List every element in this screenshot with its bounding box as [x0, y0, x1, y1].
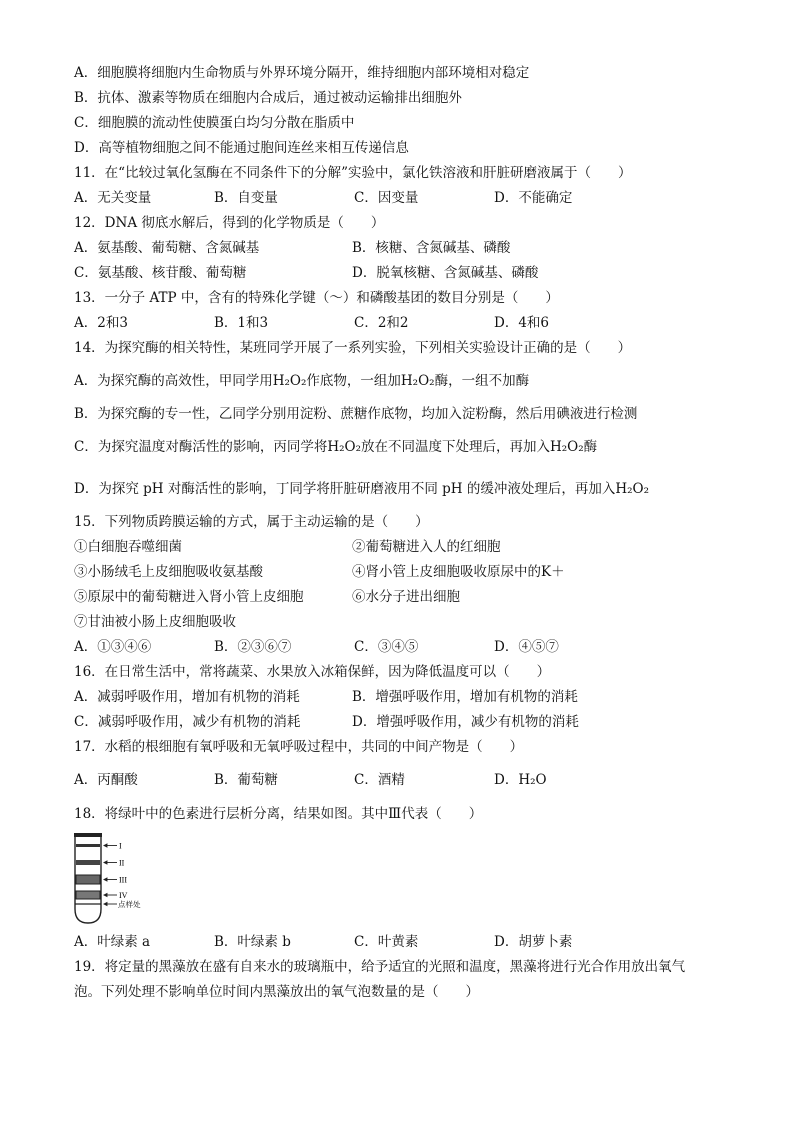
q13-option-d: D．4和6: [494, 315, 550, 331]
q16-options-row1: [74, 688, 734, 706]
q16-option-d: D．增强呼吸作用，减少有机物的消耗: [352, 714, 579, 730]
q15-item-3: ③小肠绒毛上皮细胞吸收氨基酸: [74, 564, 263, 580]
band-3: [76, 875, 100, 884]
q16-option-c: C．减弱呼吸作用，减少有机物的消耗: [74, 714, 301, 730]
q18-option-a: A．叶绿素 a: [74, 934, 151, 950]
chromatography-figure: [74, 833, 160, 925]
q12-stem: 12．DNA 彻底水解后，得到的化学物质是（ ）: [74, 215, 385, 231]
q18-options: [74, 933, 734, 951]
q10-option-b: B．抗体、激素等物质在细胞内合成后，通过被动运输排出细胞外: [74, 90, 462, 106]
q18-option-b: B．叶绿素 b: [214, 934, 291, 950]
q15-items-row2: [74, 563, 734, 581]
q14-stem: 14．为探究酶的相关特性，某班同学开展了一系列实验，下列相关实验设计正确的是（ ）: [74, 340, 632, 356]
q15-options: [74, 638, 734, 656]
band-2: [76, 860, 100, 865]
q15-item-5: ⑤原尿中的葡萄糖进入肾小管上皮细胞: [74, 589, 304, 605]
q14-option-c: C．为探究温度对酶活性的影响，丙同学将H₂O₂放在不同温度下处理后，再加入H₂O₂酶: [74, 439, 598, 455]
q15-item-6: ⑥水分子进出细胞: [352, 589, 460, 605]
q15-items-row1: [74, 538, 734, 556]
q15-item-7: ⑦甘油被小肠上皮细胞吸收: [74, 614, 236, 630]
q15-option-b: B．②③⑥⑦: [214, 639, 292, 655]
q12-options-row2: [74, 264, 734, 282]
q10-option-c: C．细胞膜的流动性使膜蛋白均匀分散在脂质中: [74, 115, 355, 131]
q13-option-b: B．1和3: [214, 315, 269, 331]
q16-option-b: B．增强呼吸作用，增加有机物的消耗: [352, 689, 578, 705]
q16-options-row2: [74, 713, 734, 731]
band-label-3: III: [119, 875, 127, 885]
q11-option-b: B．自变量: [214, 190, 278, 206]
q11-stem: 11．在“比较过氧化氢酶在不同条件下的分解”实验中，氯化铁溶液和肝脏研磨液属于（ ）: [74, 165, 632, 181]
q12-option-c: C．氨基酸、核苷酸、葡萄糖: [74, 265, 247, 281]
q15-stem: 15．下列物质跨膜运输的方式，属于主动运输的是（ ）: [74, 514, 429, 530]
q13-option-a: A．2和3: [74, 315, 128, 331]
q16-option-a: A．减弱呼吸作用，增加有机物的消耗: [74, 689, 300, 705]
band-label-1: I: [119, 841, 122, 851]
q19-stem-line1: 19．将定量的黑藻放在盛有自来水的玻璃瓶中，给予适宜的光照和温度，黑藻将进行光合作用放出氧气: [74, 959, 686, 975]
q11-option-a: A．无关变量: [74, 190, 152, 206]
origin-label: 点样处: [118, 900, 141, 909]
q15-item-1: ①白细胞吞噬细菌: [74, 539, 182, 555]
band-1: [76, 844, 100, 847]
q18-option-d: D．胡萝卜素: [494, 934, 573, 950]
q15-item-4: ④肾小管上皮细胞吸收原尿中的K＋: [352, 564, 565, 580]
q17-option-c: C．酒精: [354, 772, 405, 788]
q14-option-a: A．为探究酶的高效性，甲同学用H₂O₂作底物，一组加H₂O₂酶，一组不加酶: [74, 373, 530, 389]
q18-option-c: C．叶黄素: [354, 934, 419, 950]
q13-stem: 13．一分子 ATP 中，含有的特殊化学键（～）和磷酸基团的数目分别是（ ）: [74, 290, 559, 306]
q17-stem: 17．水稻的根细胞有氧呼吸和无氧呼吸过程中，共同的中间产物是（ ）: [74, 739, 524, 755]
q19-stem-line2: 泡。下列处理不影响单位时间内黑藻放出的氧气泡数量的是（ ）: [74, 984, 479, 1000]
band-4: [76, 891, 100, 899]
q15-option-c: C．③④⑤: [354, 639, 419, 655]
q17-option-d: D．H₂O: [494, 772, 547, 788]
q14-option-d: D．为探究 pH 对酶活性的影响，丁同学将肝脏研磨液用不同 pH 的缓冲液处理后，再加入H₂O₂: [74, 481, 649, 497]
q15-items-row3: [74, 588, 734, 606]
q17-option-a: A．丙酮酸: [74, 772, 138, 788]
q14-option-b: B．为探究酶的专一性，乙同学分别用淀粉、蔗糖作底物，均加入淀粉酶，然后用碘液进行检测: [74, 406, 638, 422]
q11-options: [74, 189, 734, 207]
q12-options-row1: [74, 239, 734, 257]
q15-item-2: ②葡萄糖进入人的红细胞: [352, 539, 501, 555]
q17-option-b: B．葡萄糖: [214, 772, 278, 788]
band-label-4: IV: [119, 891, 128, 900]
q10-option-a: A．细胞膜将细胞内生命物质与外界环境分隔开，维持细胞内部环境相对稳定: [74, 65, 530, 81]
band-label-2: II: [119, 858, 125, 868]
q11-option-c: C．因变量: [354, 190, 419, 206]
q18-stem: 18．将绿叶中的色素进行层析分离，结果如图。其中Ⅲ代表（ ）: [74, 806, 483, 822]
q12-option-a: A．氨基酸、葡萄糖、含氮碱基: [74, 240, 260, 256]
q10-option-d: D．高等植物细胞之间不能通过胞间连丝来相互传递信息: [74, 140, 409, 156]
q13-options: [74, 314, 734, 332]
q12-option-d: D．脱氧核糖、含氮碱基、磷酸: [352, 265, 539, 281]
q17-options: [74, 771, 734, 789]
q13-option-c: C．2和2: [354, 315, 409, 331]
q11-option-d: D．不能确定: [494, 190, 573, 206]
q15-option-a: A．①③④⑥: [74, 639, 152, 655]
q16-stem: 16．在日常生活中，常将蔬菜、水果放入冰箱保鲜，因为降低温度可以（ ）: [74, 664, 551, 680]
q15-option-d: D．④⑤⑦: [494, 639, 559, 655]
tube-cap: [74, 833, 102, 837]
q12-option-b: B．核糖、含氮碱基、磷酸: [352, 240, 511, 256]
